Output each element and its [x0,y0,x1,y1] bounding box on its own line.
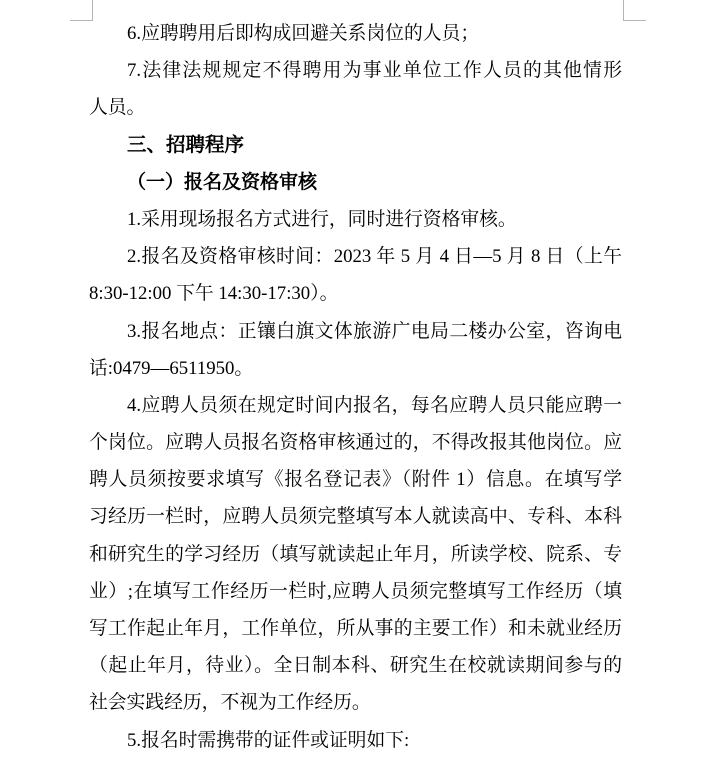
paragraph-line: 3.报名地点：正镶白旗文体旅游广电局二楼办公室，咨询电 [127,320,622,342]
section-heading: 三、招聘程序 [127,133,245,156]
paragraph-line: 8:30-12:00 下午 14:30-17:30）。 [89,283,339,305]
paragraph-line: 业）;在填写工作经历一栏时,应聘人员须完整填写工作经历（填 [89,580,622,602]
paragraph-line: 个岗位。应聘人员报名资格审核通过的，不得改报其他岗位。应 [89,432,622,454]
paragraph-line: 社会实践经历，不视为工作经历。 [89,692,371,714]
paragraph-line: 4.应聘人员须在规定时间内报名，每名应聘人员只能应聘一 [127,394,622,416]
paragraph-line: 7.法律法规规定不得聘用为事业单位工作人员的其他情形 [127,60,622,82]
paragraph-line: 和研究生的学习经历（填写就读起止年月，所读学校、院系、专 [89,543,622,565]
document-body [89,15,622,759]
paragraph-line: （起止年月，待业）。全日制本科、研究生在校就读期间参与的 [89,655,622,677]
paragraph-line: 5.报名时需携带的证件或证明如下: [127,729,410,751]
text-boundary-mark-top-right-vertical [623,0,624,20]
text-boundary-mark-top-right-horizontal [623,20,646,21]
paragraph-line: 1.采用现场报名方式进行，同时进行资格审核。 [127,208,517,230]
subsection-heading: （一）报名及资格审核 [127,171,318,193]
paragraph-line: 2.报名及资格审核时间：2023 年 5 月 4 日—5 月 8 日（上午 [127,246,622,268]
paragraph-line: 话:0479—6511950。 [89,357,254,379]
paragraph-line: 聘人员须按要求填写《报名登记表》（附件 1）信息。在填写学 [89,469,622,491]
paragraph-line: 写工作起止年月，工作单位，所从事的主要工作）和未就业经历 [89,618,622,639]
paragraph-line: 人员。 [89,97,146,119]
paragraph-line: 习经历一栏时，应聘人员须完整填写本人就读高中、专科、本科 [89,506,622,528]
paragraph-line: 6.应聘聘用后即构成回避关系岗位的人员； [127,23,480,44]
